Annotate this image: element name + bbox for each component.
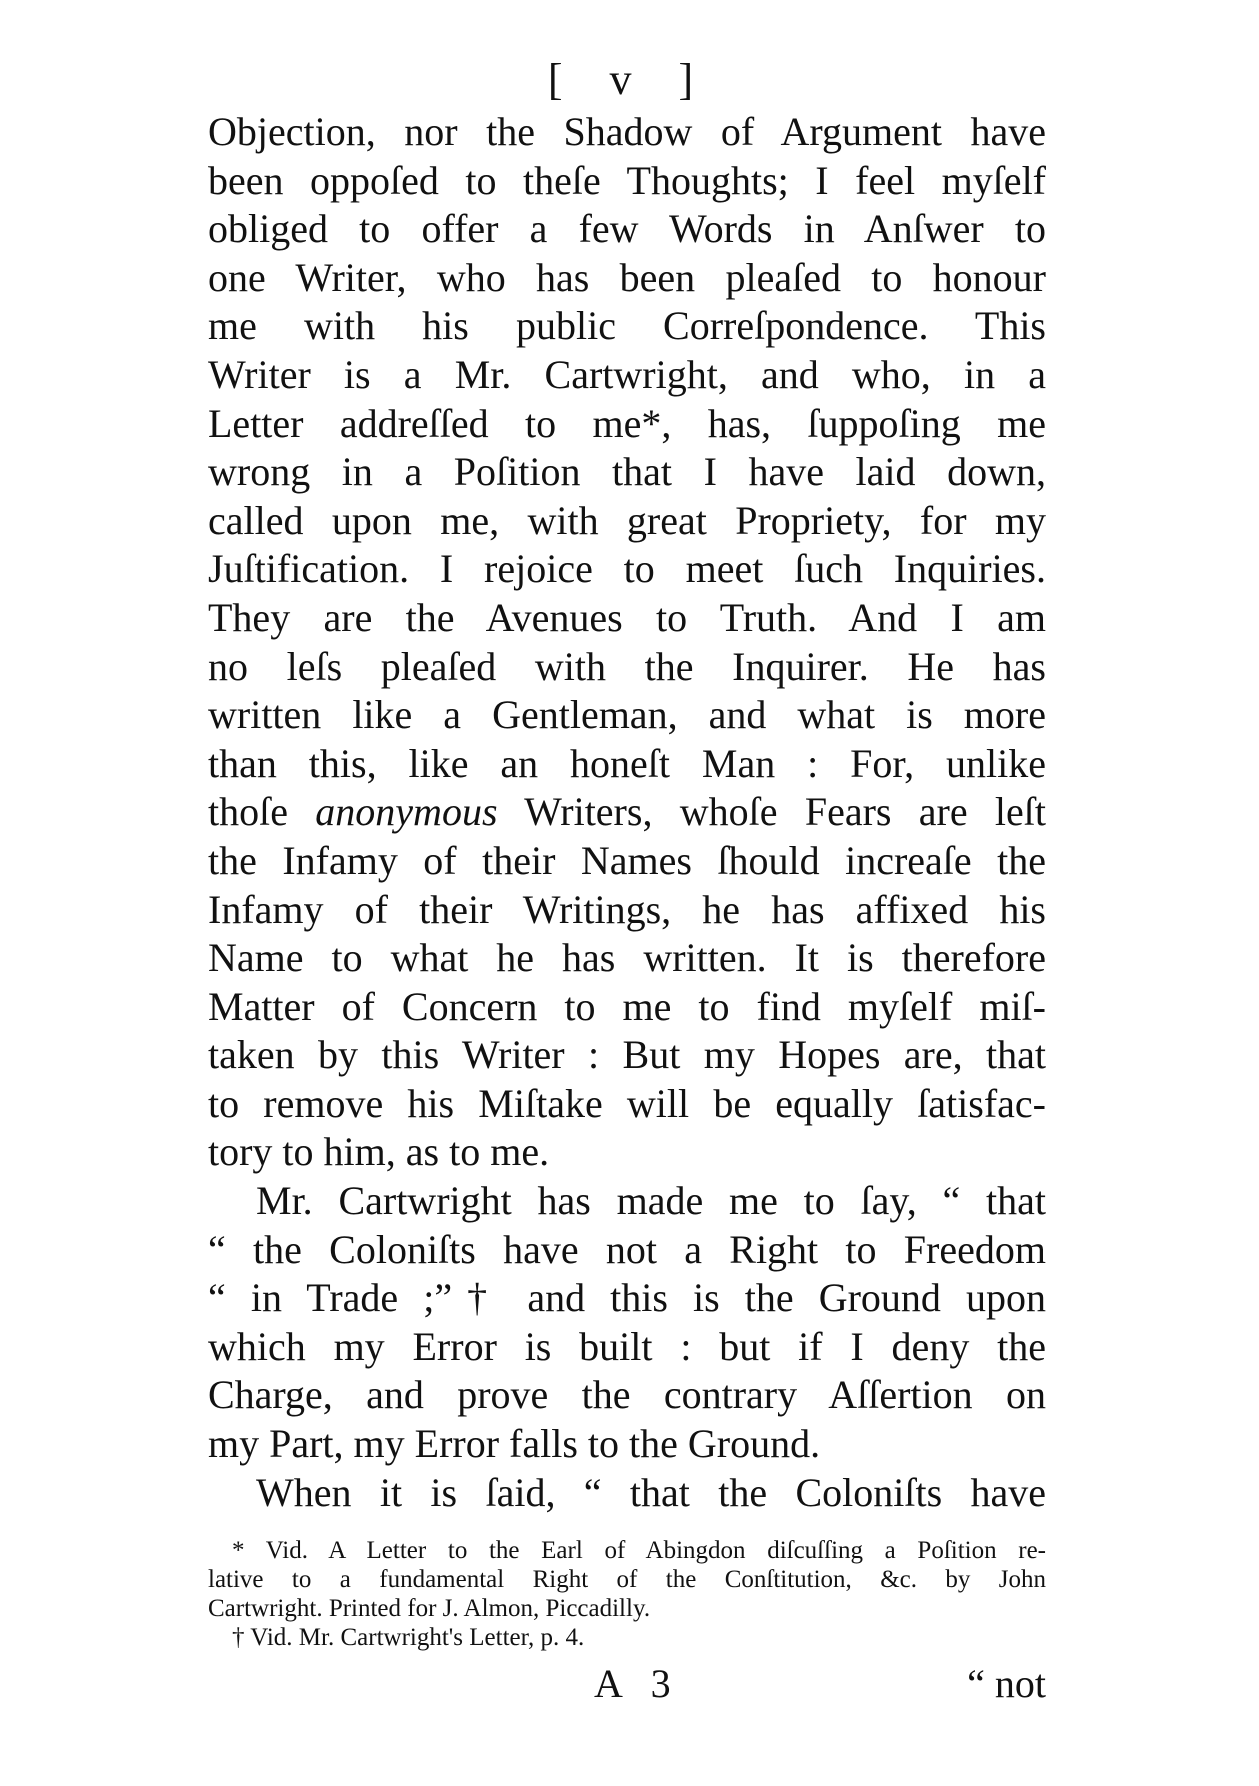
body-line-segment: Writers, whoſe Fears are leſt: [497, 789, 1046, 835]
body-line: called upon me, with great Propriety, for my: [208, 497, 1046, 543]
body-line: Juſtification. I rejoice to meet ſuch Inquiries.: [208, 546, 1046, 592]
footnote-line: Cartwright. Printed for J. Almon, Piccadilly.: [208, 1595, 651, 1622]
body-line: which my Error is built : but if I deny the: [208, 1323, 1046, 1369]
body-line: my Part, my Error falls to the Ground.: [208, 1421, 821, 1467]
body-line: written like a Gentleman, and what is more: [208, 692, 1046, 738]
body-line: They are the Avenues to Truth. And I am: [208, 594, 1046, 640]
body-line: wrong in a Poſition that I have laid down,: [208, 449, 1046, 495]
body-line-segment: thoſe: [208, 789, 316, 835]
signature-mark: A 3: [594, 1661, 681, 1706]
body-line: Matter of Concern to me to find myſelf miſ-: [208, 983, 1046, 1029]
body-line: tory to him, as to me.: [208, 1129, 550, 1175]
body-line: When it is ſaid, “ that the Coloniſts have: [256, 1469, 1046, 1515]
footnote-line: * Vid. A Letter to the Earl of Abingdon diſcuſſing a Poſition re-: [232, 1537, 1046, 1564]
page-number: [ v ]: [547, 55, 712, 104]
footnotes: [208, 1536, 1046, 1652]
body-line: Name to what he has written. It is therefore: [208, 935, 1046, 981]
body-line: taken by this Writer : But my Hopes are, that: [208, 1032, 1046, 1078]
footnote-line: lative to a fundamental Right of the Conſtitution, &c. by John: [208, 1566, 1046, 1593]
catchword: “ not: [967, 1661, 1046, 1706]
body-line: one Writer, who has been pleaſed to honour: [208, 254, 1046, 300]
body-line: Writer is a Mr. Cartwright, and who, in a: [208, 351, 1046, 397]
body-line: Objection, nor the Shadow of Argument have: [208, 109, 1046, 154]
body-line: been oppoſed to theſe Thoughts; I feel myſelf: [208, 157, 1046, 203]
body-line: to remove his Miſtake will be equally ſatisfac-: [208, 1080, 1046, 1126]
body-line: Letter addreſſed to me*, has, ſuppoſing me: [208, 400, 1046, 446]
body-line-with-italic: [208, 788, 1046, 837]
body-line: Infamy of their Writings, he has affixed his: [208, 886, 1046, 932]
body-line: Mr. Cartwright has made me to ſay, “ that: [256, 1178, 1046, 1224]
body-line: the Infamy of their Names ſhould increaſe the: [208, 837, 1046, 883]
body-line: than this, like an honeſt Man : For, unlike: [208, 740, 1046, 786]
body-line: “ in Trade ;”† and this is the Ground upon: [208, 1275, 1046, 1321]
body-line: obliged to offer a few Words in Anſwer to: [208, 206, 1046, 252]
italic-word: anonymous: [315, 789, 498, 835]
body-text: [208, 108, 1046, 1517]
body-line: no leſs pleaſed with the Inquirer. He has: [208, 643, 1046, 689]
body-line: Charge, and prove the contrary Aſſertion on: [208, 1372, 1046, 1418]
body-line: “ the Coloniſts have not a Right to Freedom: [208, 1226, 1046, 1272]
body-line: me with his public Correſpondence. This: [208, 303, 1046, 349]
footnote-line: † Vid. Mr. Cartwright's Letter, p. 4.: [232, 1624, 585, 1651]
